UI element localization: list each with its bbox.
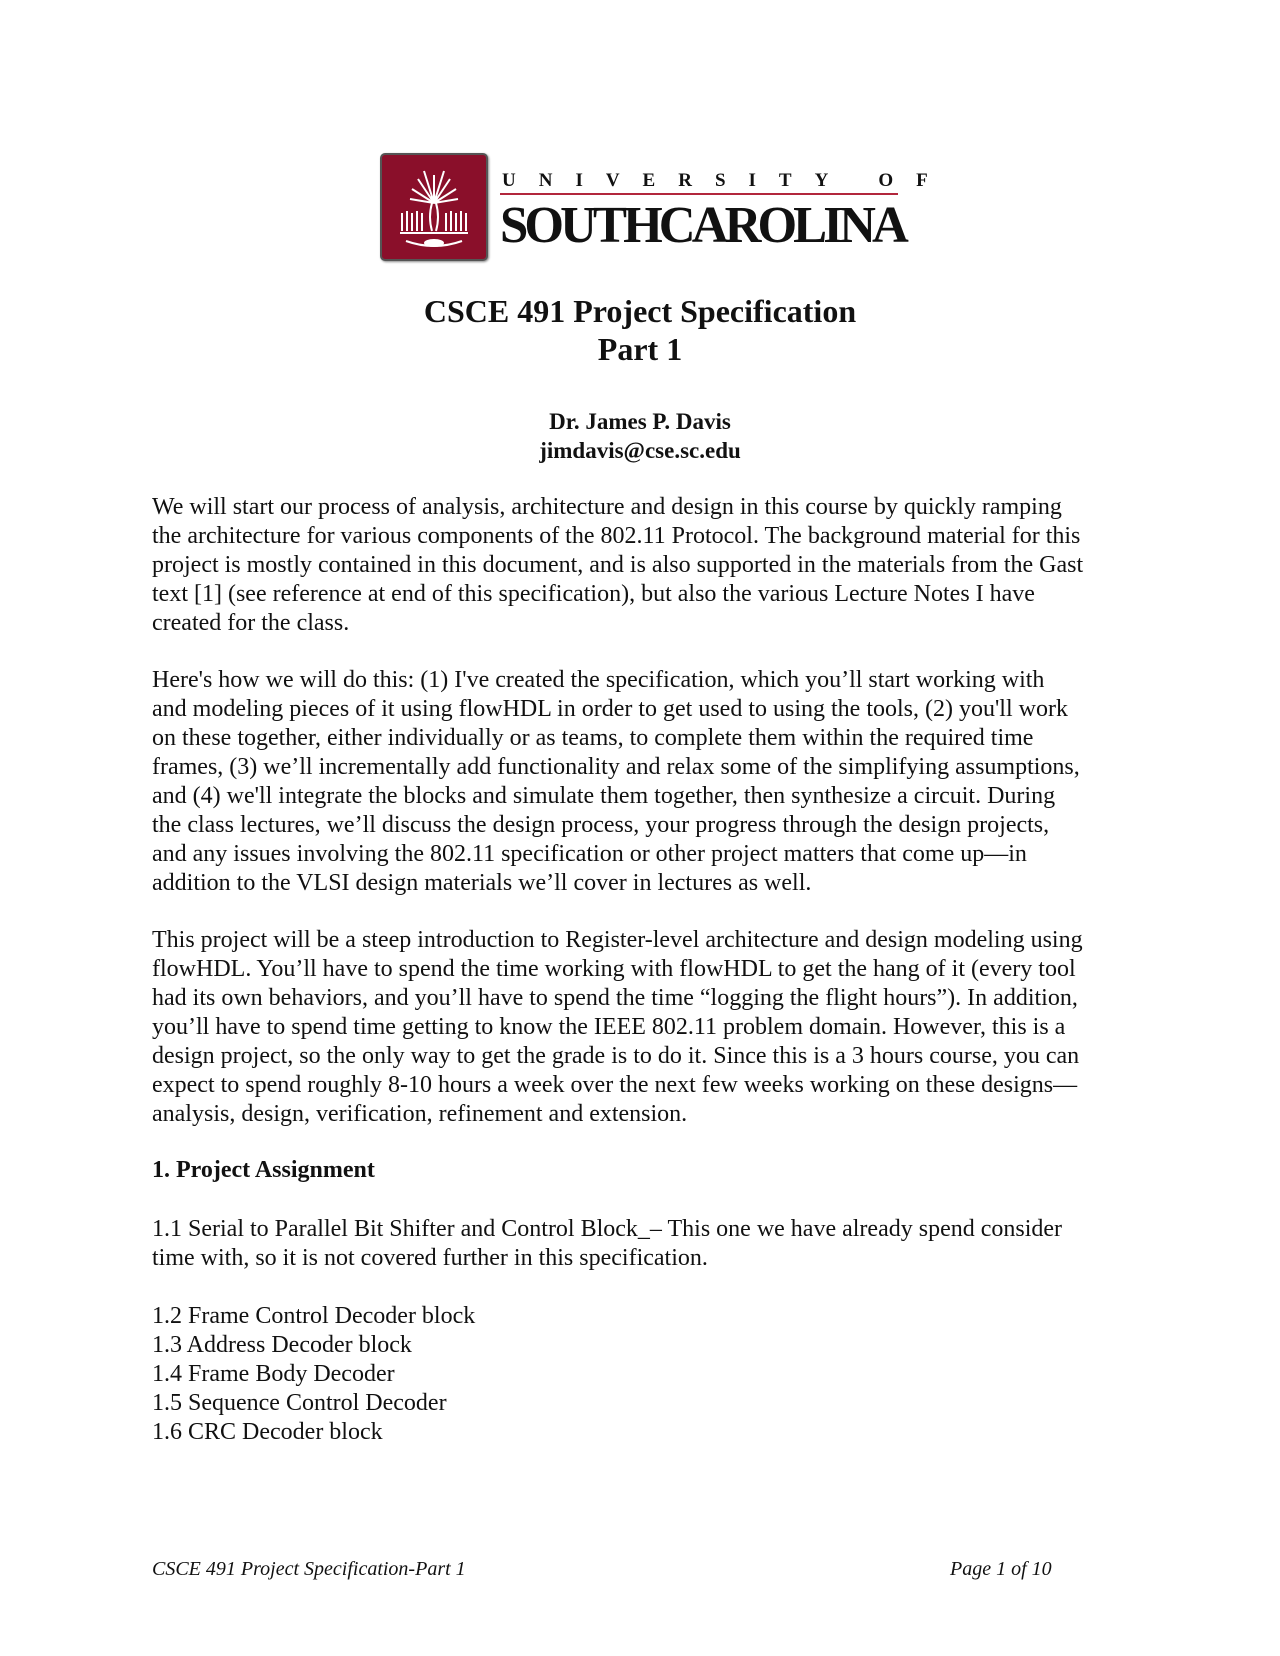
logo-south-carolina: SOUTHCAROLINA bbox=[500, 197, 905, 254]
text-line: 1.1 Serial to Parallel Bit Shifter and Control Block_– This one we have already spend consider bbox=[152, 1216, 1063, 1242]
list-item: 1.4 Frame Body Decoder bbox=[152, 1361, 395, 1387]
author-block bbox=[0, 407, 1280, 465]
paragraph-plan bbox=[152, 666, 1080, 898]
list-item: 1.2 Frame Control Decoder block bbox=[152, 1303, 476, 1329]
palmetto-tree-icon bbox=[382, 155, 486, 259]
text-line: expect to spend roughly 8-10 hours a week over the next few weeks working on these designs— bbox=[152, 1072, 1078, 1098]
item-1-1 bbox=[152, 1215, 1062, 1273]
logo-rule bbox=[500, 193, 898, 195]
list-item: 1.5 Sequence Control Decoder bbox=[152, 1390, 447, 1416]
footer-title: CSCE 491 Project Specification-Part 1 bbox=[152, 1558, 466, 1580]
list-item: 1.3 Address Decoder block bbox=[152, 1332, 412, 1358]
section-heading: 1. Project Assignment bbox=[152, 1157, 375, 1183]
text-line: This project will be a steep introduction to Register-level architecture and design modeling using bbox=[152, 927, 1083, 953]
text-line: on these together, either individually or as teams, to complete them within the required time bbox=[152, 725, 1034, 751]
text-line: you’ll have to spend time getting to know the IEEE 802.11 problem domain. However, this is a bbox=[152, 1014, 1066, 1040]
list-item: 1.6 CRC Decoder block bbox=[152, 1419, 383, 1445]
paragraph-intro bbox=[152, 493, 1083, 638]
text-line: flowHDL. You’ll have to spend the time working with flowHDL to get the hang of it (every tool bbox=[152, 956, 1076, 982]
text-line: time with, so it is not covered further in this specification. bbox=[152, 1245, 708, 1271]
footer-page-number: Page 1 of 10 bbox=[950, 1558, 1052, 1580]
text-line: We will start our process of analysis, architecture and design in this course by quickly ramping bbox=[152, 494, 1062, 520]
text-line: the class lectures, we’ll discuss the design process, your progress through the design projects, bbox=[152, 812, 1050, 838]
paragraph-introduction bbox=[152, 926, 1083, 1129]
text-line: and modeling pieces of it using flowHDL in order to get used to using the tools, (2) you'll work bbox=[152, 696, 1068, 722]
text-line: frames, (3) we’ll incrementally add functionality and relax some of the simplifying assumptions, bbox=[152, 754, 1080, 780]
text-line: Here's how we will do this: (1) I've created the specification, which you’ll start working with bbox=[152, 667, 1045, 693]
title-line-2: Part 1 bbox=[597, 331, 683, 367]
text-line: and any issues involving the 802.11 specification or other project matters that come up—in bbox=[152, 841, 1027, 867]
text-line: created for the class. bbox=[152, 610, 350, 636]
text-line: text [1] (see reference at end of this specification), but also the various Lecture Notes I have bbox=[152, 581, 1035, 607]
title-line-1: CSCE 491 Project Specification bbox=[423, 293, 857, 329]
text-line: project is mostly contained in this document, and is also supported in the materials from the Gast bbox=[152, 552, 1084, 578]
university-seal-logo bbox=[380, 153, 488, 261]
text-line: had its own behaviors, and you’ll have to spend the time “logging the flight hours”). In addition, bbox=[152, 985, 1078, 1011]
item-list bbox=[152, 1302, 475, 1447]
text-line: analysis, design, verification, refinement and extension. bbox=[152, 1101, 688, 1127]
text-line: and (4) we'll integrate the blocks and simulate them together, then synthesize a circuit. During bbox=[152, 783, 1056, 809]
text-line: the architecture for various components of the 802.11 Protocol. The background material for this bbox=[152, 523, 1081, 549]
text-line: addition to the VLSI design materials we’ll cover in lectures as well. bbox=[152, 870, 812, 896]
document-title bbox=[0, 292, 1280, 368]
logo-university-of: UNIVERSITY OF bbox=[502, 170, 951, 191]
author-email[interactable]: jimdavis@cse.sc.edu bbox=[539, 438, 741, 463]
author-name: Dr. James P. Davis bbox=[549, 409, 731, 434]
text-line: design project, so the only way to get the grade is to do it. Since this is a 3 hours course, you can bbox=[152, 1043, 1080, 1069]
